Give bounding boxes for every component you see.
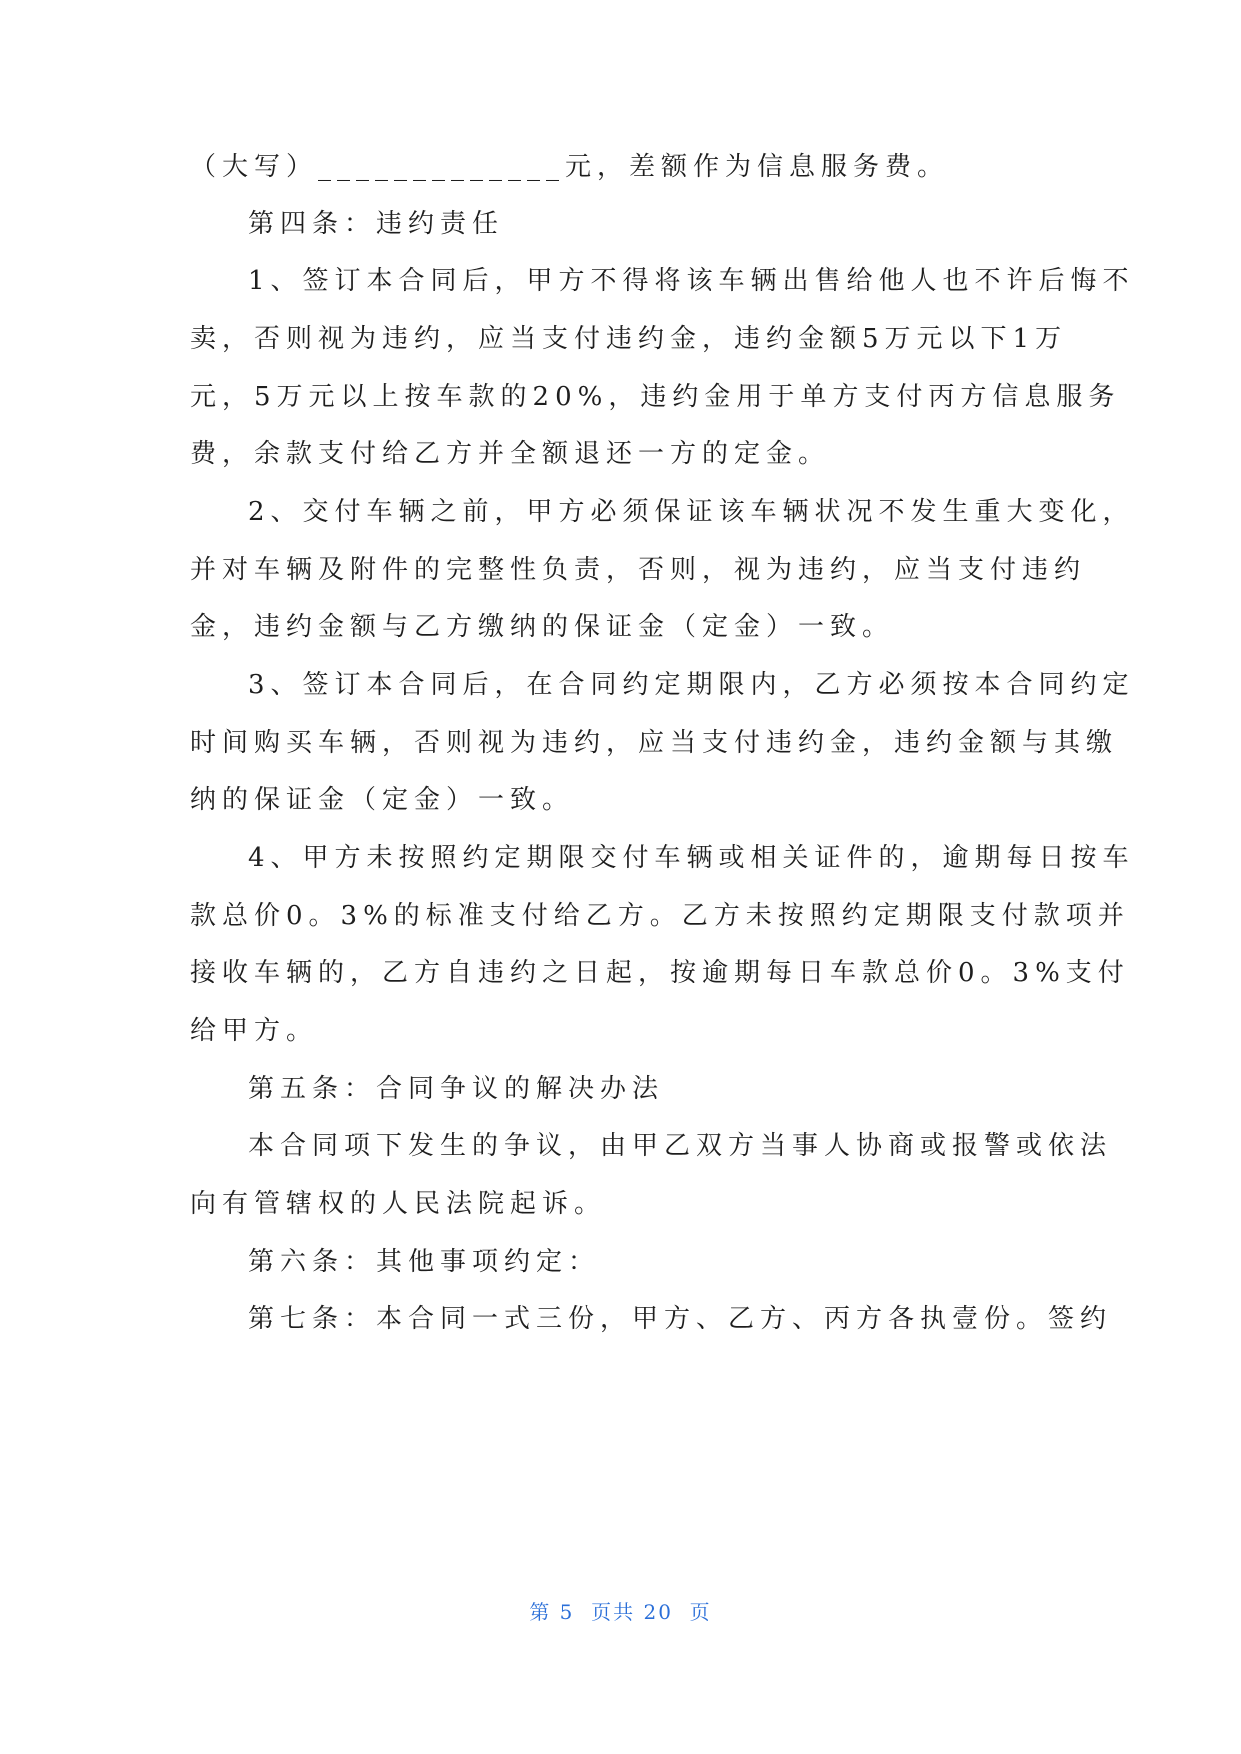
section-heading: 第四条：违约责任 [248, 209, 505, 239]
text-line: 向有管辖权的人民法院起诉。 [190, 1189, 607, 1219]
text-line: 接收车辆的，乙方自违约之日起，按逾期每日车款总价0。3%支付 [190, 958, 1130, 988]
text-line: 4、甲方未按照约定期限交付车辆或相关证件的，逾期每日按车 [248, 843, 1135, 873]
text-line: 本合同项下发生的争议，由甲乙双方当事人协商或报警或依法 [248, 1131, 1113, 1161]
text-line: 纳的保证金（定金）一致。 [190, 785, 575, 815]
text-line: 卖，否则视为违约，应当支付违约金，违约金额5万元以下1万 [190, 324, 1068, 354]
text-line: 2、交付车辆之前，甲方必须保证该车辆状况不发生重大变化， [248, 497, 1135, 527]
section-heading: 第六条：其他事项约定： [248, 1247, 601, 1277]
text-line: 时间购买车辆，否则视为违约，应当支付违约金，违约金额与其缴 [190, 728, 1119, 758]
text-line: 3、签订本合同后，在合同约定期限内，乙方必须按本合同约定 [248, 670, 1135, 700]
text-line: 1、签订本合同后，甲方不得将该车辆出售给他人也不许后悔不 [248, 266, 1135, 296]
section-heading: 第五条：合同争议的解决办法 [248, 1074, 665, 1104]
section-heading: 第七条：本合同一式三份，甲方、乙方、丙方各执壹份。签约 [248, 1304, 1113, 1334]
text-line: 款总价0。3%的标准支付给乙方。乙方未按照约定期限支付款项并 [190, 901, 1130, 931]
text-line: 费，余款支付给乙方并全额退还一方的定金。 [190, 439, 831, 469]
page-number-footer: 第 5 页共 20 页 [529, 1600, 712, 1624]
text-line: 并对车辆及附件的完整性负责，否则，视为违约，应当支付违约 [190, 555, 1087, 585]
text-line: 给甲方。 [190, 1016, 319, 1046]
text-line: （大写）_____________元，差额作为信息服务费。 [190, 152, 950, 182]
text-line: 元，5万元以上按车款的20%，违约金用于单方支付丙方信息服务 [190, 382, 1121, 412]
text-line: 金，违约金额与乙方缴纳的保证金（定金）一致。 [190, 612, 895, 642]
